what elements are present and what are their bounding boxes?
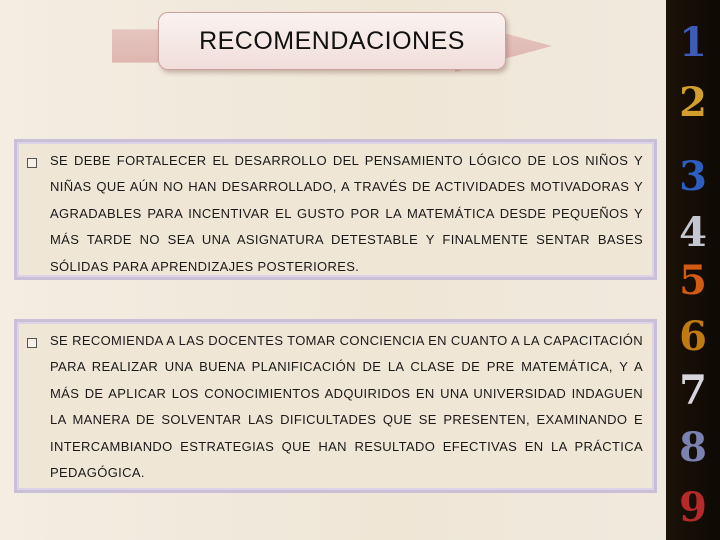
recommendation-panel-1: [14, 139, 657, 280]
number-two-glyph: 2: [679, 79, 707, 126]
recommendation-text-1: SE DEBE FORTALECER EL DESARROLLO DEL PENSAMIENTO LÓGICO DE LOS NIÑOS Y NIÑAS QUE AÚN NO HAN DESARROLLADO, A TRAVÉS DE ACTIVIDADES MOTIVADORAS Y AGRADABLES PARA INCENTIVAR EL GUSTO POR LA MATEMÁTICA DESDE PEQUEÑOS Y MÁS TARDE NO SEA UNA ASIGNATURA DETESTABLE Y FINALMENTE SENTAR BASES SÓLIDAS PARA APRENDIZAJES POSTERIORES.: [50, 153, 643, 274]
title-banner: [112, 12, 552, 72]
number-one-glyph: 1: [679, 19, 707, 66]
square-bullet-icon: [27, 338, 37, 348]
decorative-number-strip: [666, 0, 720, 540]
number-nine-glyph: 9: [679, 484, 707, 531]
title-box: [158, 12, 506, 70]
number-seven-glyph: 7: [679, 367, 707, 414]
recommendation-text-2: SE RECOMIENDA A LAS DOCENTES TOMAR CONCIENCIA EN CUANTO A LA CAPACITACIÓN PARA REALIZAR UNA BUENA PLANIFICACIÓN DE LA CLASE DE PRE MATEMÁTICA, Y A MÁS DE APLICAR LOS CONOCIMIENTOS ADQUIRIDOS EN UNA UNIVERSIDAD INDAGUEN LA MANERA DE SOLVENTAR LAS DIFICULTADES QUE SE PRESENTEN, EXAMINANDO E INTERCAMBIANDO ESTRATEGIAS QUE HAN RESULTADO EFECTIVAS EN LA PRÁCTICA PEDAGÓGICA.: [50, 333, 643, 481]
number-five-glyph: 5: [679, 257, 707, 304]
number-three-glyph: 3: [679, 153, 707, 200]
square-bullet-icon: [27, 158, 37, 168]
page-title: RECOMENDACIONES: [199, 26, 465, 55]
number-four-glyph: 4: [679, 209, 707, 256]
number-six-glyph: 6: [679, 313, 707, 360]
number-eight-glyph: 8: [679, 424, 707, 471]
recommendation-panel-2: [14, 319, 657, 493]
